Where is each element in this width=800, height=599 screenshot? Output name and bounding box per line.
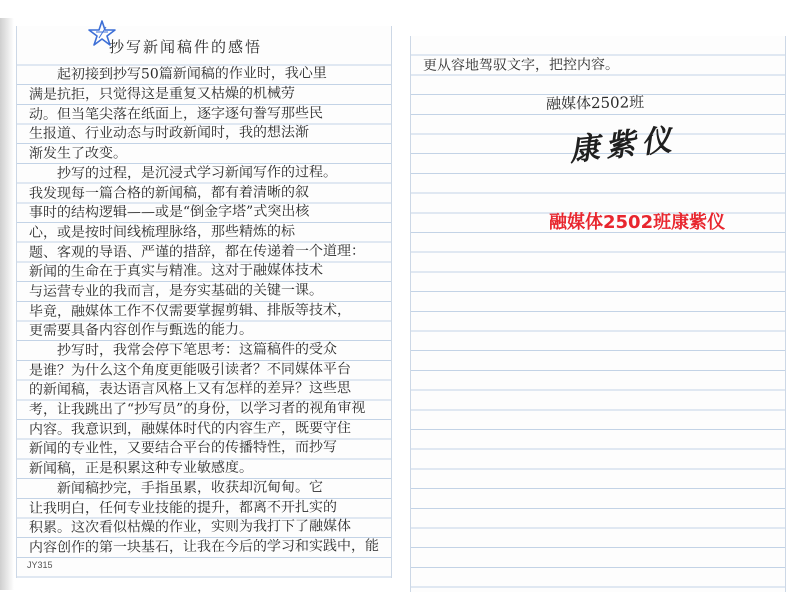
text-line: 抄写的过程，是沉浸式学习新闻写作的过程。: [56, 164, 338, 182]
text-line: 起初接到抄写50篇新闻稿的作业时，我心里: [56, 65, 327, 84]
scan-edge-shadow: [0, 18, 14, 590]
handwritten-signature: 康紫仪: [567, 122, 679, 169]
text-line: 内容创作的第一块基石，让我在今后的学习和实践中，能: [28, 537, 380, 556]
text-line: 生报道、行业动态与时政新闻时，我的想法渐: [28, 124, 310, 143]
right-notebook-page: [410, 36, 786, 592]
printed-name-label: 融媒体2502班康紫仪: [549, 212, 726, 233]
text-line: 渐发生了改变。: [28, 145, 128, 163]
left-notebook-page: [16, 26, 392, 578]
text-line: 我发现每一篇合格的新闻稿，都有着清晰的叙: [28, 183, 310, 202]
text-line: 更需要具备内容创作与甄选的能力。: [28, 322, 254, 340]
text-line: 事时的结构逻辑——或是“倒金字塔”式突出核: [28, 203, 310, 222]
text-line: 毕竟，融媒体工作不仅需要掌握剪辑、排版等技术，: [28, 301, 352, 320]
text-line: 满是抗拒，只觉得这是重复又枯燥的机械劳: [28, 85, 296, 104]
text-line: 的新闻稿，表达语言风格上又有怎样的差异？这些思: [28, 380, 352, 399]
text-line: 内容。我意识到，融媒体时代的内容生产，既要守住: [28, 420, 352, 438]
text-line: 抄写时，我常会停下笔思考：这篇稿件的受众: [56, 341, 338, 359]
class-name: 融媒体2502班: [545, 93, 645, 113]
notebook-code: JY315: [27, 560, 53, 570]
text-line: 积累。这次看似枯燥的作业，实则为我打下了融媒体: [28, 518, 352, 537]
text-line: 更从容地驾驭文字，把控内容。: [422, 56, 620, 74]
essay-body: [29, 65, 383, 557]
text-line: 新闻的专业性，又要结合平台的传播特性，而抄写: [28, 439, 338, 458]
text-line: 题、客观的导语、严谨的措辞，都在传递着一个道理：: [28, 242, 366, 261]
text-line: 考，让我跳出了“抄写员”的身份，以学习者的视角审视: [28, 400, 366, 419]
text-line: 新闻稿抄完，手指虽累，收获却沉甸甸。它: [56, 479, 324, 497]
essay-body-continued: [423, 56, 777, 76]
text-line: 与运营专业的我而言，是夯实基础的关键一课。: [28, 282, 324, 300]
text-line: 让我明白，任何专业技能的提升，都离不开扎实的: [28, 498, 338, 517]
text-line: 新闻的生命在于真实与精准。这对于融媒体技术: [28, 262, 324, 281]
text-line: 新闻稿，正是积累这种专业敏感度。: [28, 459, 254, 478]
text-line: 是谁？为什么这个角度更能吸引读者？不同媒体平台: [28, 360, 352, 379]
essay-title: 抄写新闻稿件的感悟: [109, 38, 263, 56]
text-line: 动。但当笔尖落在纸面上，逐字逐句誊写那些民: [28, 105, 324, 123]
text-line: 心，或是按时间线梳理脉络，那些精炼的标: [28, 223, 296, 241]
